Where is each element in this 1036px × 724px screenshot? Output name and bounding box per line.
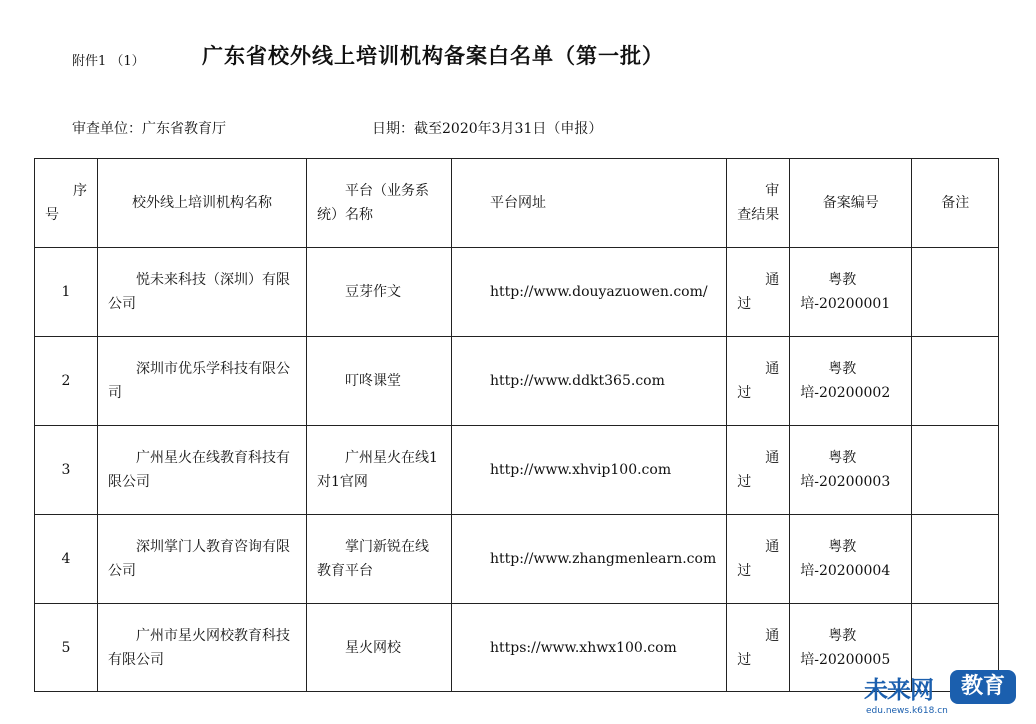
header-record-code: 备案编号 [790, 159, 912, 248]
watermark-logo [864, 670, 1024, 718]
document-title: 广东省校外线上培训机构备案白名单（第一批） [202, 43, 664, 68]
row-platform-name: 掌门新锐在线教育平台 [307, 515, 452, 604]
row-platform-url: http://www.xhvip100.com [452, 426, 727, 515]
table-row [35, 337, 999, 426]
row-org-name: 深圳掌门人教育咨询有限公司 [98, 515, 307, 604]
watermark-brand: 未来网 [864, 676, 933, 704]
row-org-name: 广州市星火网校教育科技有限公司 [98, 604, 307, 692]
row-index: 5 [35, 604, 98, 692]
row-platform-url: http://www.douyazuowen.com/ [452, 248, 727, 337]
table-body [35, 248, 999, 692]
row-remarks [912, 248, 999, 337]
row-review-result: 通过 [727, 515, 790, 604]
row-index: 3 [35, 426, 98, 515]
row-org-name: 深圳市优乐学科技有限公司 [98, 337, 307, 426]
table-row [35, 248, 999, 337]
row-review-result: 通过 [727, 337, 790, 426]
row-platform-name: 叮咚课堂 [307, 337, 452, 426]
header-org-name: 校外线上培训机构名称 [98, 159, 307, 248]
table-header [35, 159, 999, 248]
row-index: 2 [35, 337, 98, 426]
whitelist-table [34, 158, 999, 692]
row-record-code: 粤教培-20200005 [790, 604, 912, 692]
row-platform-name: 豆芽作文 [307, 248, 452, 337]
row-platform-url: http://www.ddkt365.com [452, 337, 727, 426]
table-row [35, 426, 999, 515]
row-review-result: 通过 [727, 248, 790, 337]
header-remarks: 备注 [912, 159, 999, 248]
header-index: 序号 [35, 159, 98, 248]
row-platform-url: http://www.zhangmenlearn.com [452, 515, 727, 604]
watermark-badge: 教育 [950, 670, 1016, 704]
review-unit: 审查单位：广东省教育厅 [72, 121, 226, 137]
row-remarks [912, 515, 999, 604]
table-row [35, 515, 999, 604]
row-platform-url: https://www.xhwx100.com [452, 604, 727, 692]
row-org-name: 广州星火在线教育科技有限公司 [98, 426, 307, 515]
row-org-name: 悦未来科技（深圳）有限公司 [98, 248, 307, 337]
row-record-code: 粤教培-20200004 [790, 515, 912, 604]
row-record-code: 粤教培-20200002 [790, 337, 912, 426]
table-row [35, 604, 999, 692]
review-date: 日期：截至2020年3月31日（申报） [372, 121, 603, 137]
watermark-url: edu.news.k618.cn [866, 706, 948, 716]
row-platform-name: 广州星火在线1对1官网 [307, 426, 452, 515]
row-index: 1 [35, 248, 98, 337]
row-remarks [912, 426, 999, 515]
row-remarks [912, 337, 999, 426]
row-record-code: 粤教培-20200001 [790, 248, 912, 337]
row-review-result: 通过 [727, 426, 790, 515]
row-review-result: 通过 [727, 604, 790, 692]
header-row [35, 159, 999, 248]
row-platform-name: 星火网校 [307, 604, 452, 692]
attachment-label: 附件1 （1） [72, 54, 145, 69]
header-platform-url: 平台网址 [452, 159, 727, 248]
header-platform-name: 平台（业务系统）名称 [307, 159, 452, 248]
row-record-code: 粤教培-20200003 [790, 426, 912, 515]
row-index: 4 [35, 515, 98, 604]
header-review-result: 审查结果 [727, 159, 790, 248]
